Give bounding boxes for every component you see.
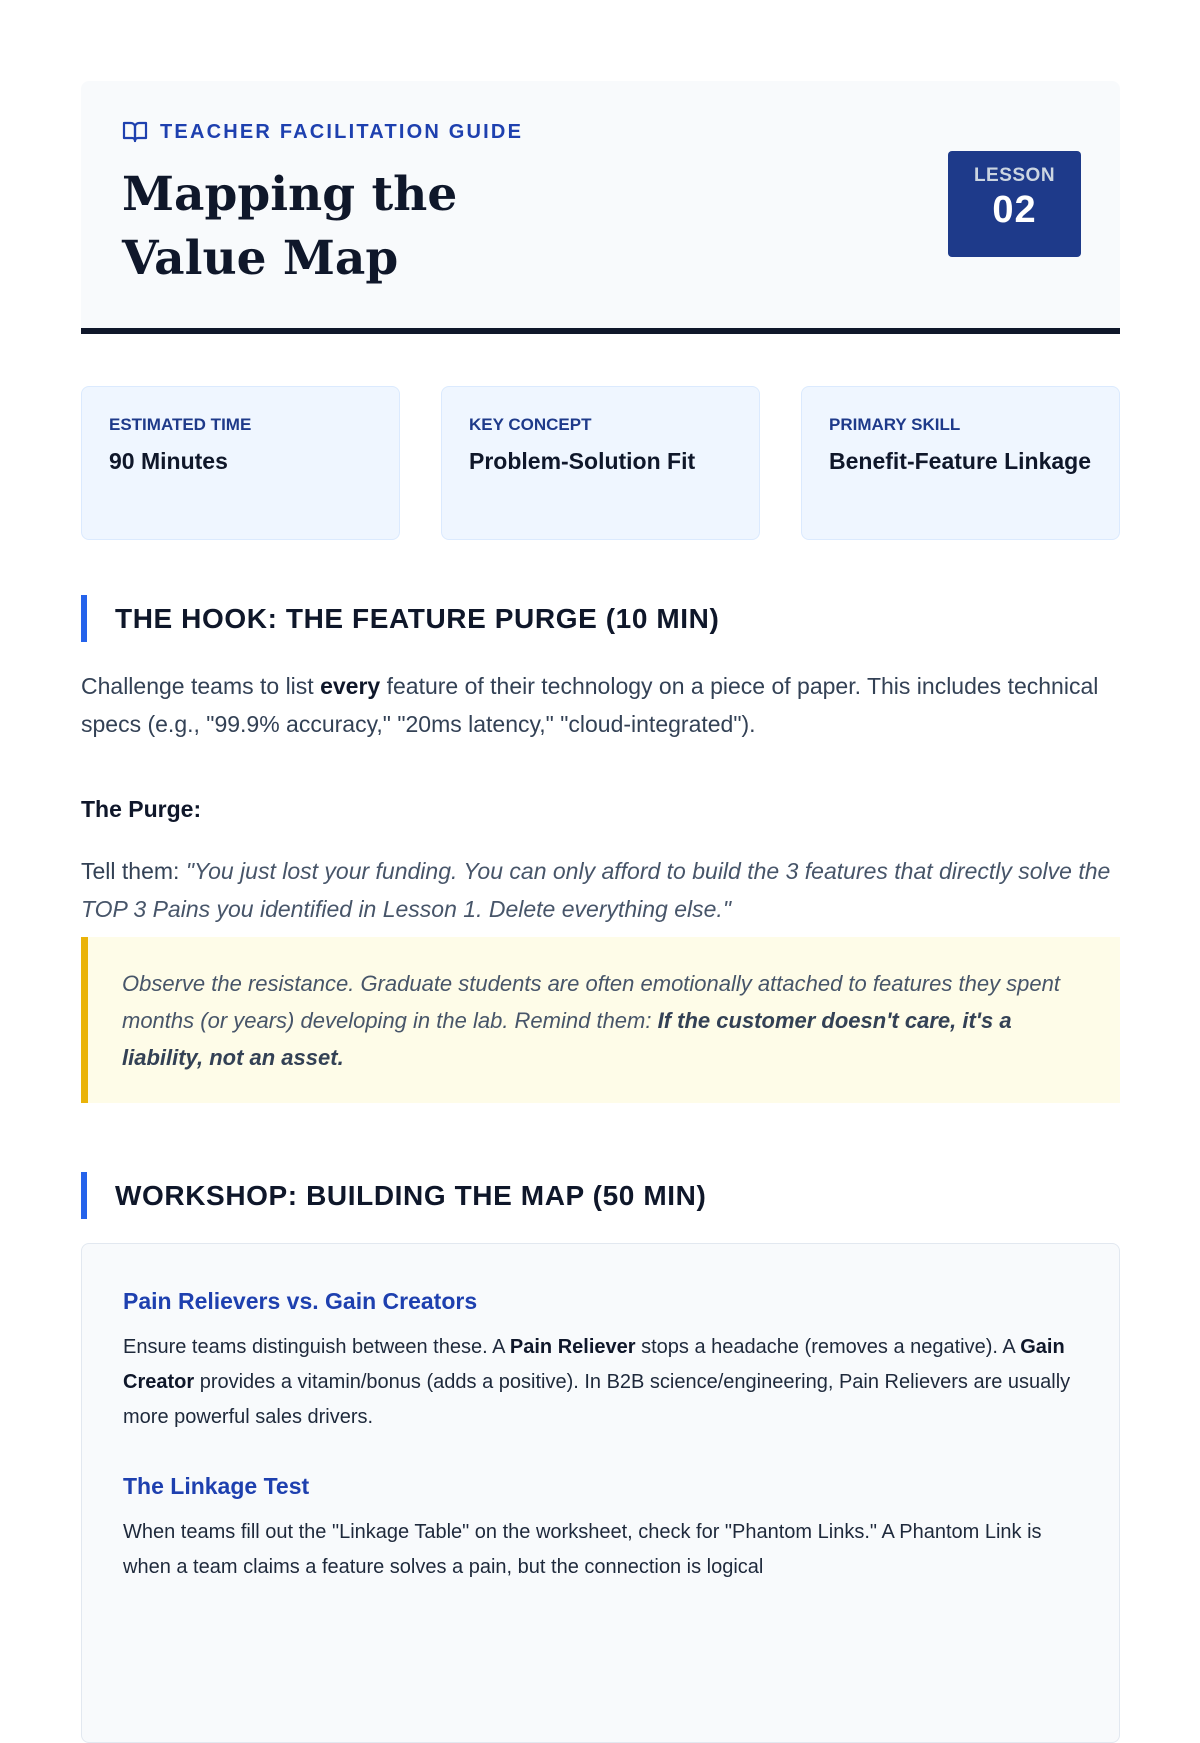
card-value: 90 Minutes	[109, 448, 228, 474]
workshop-heading: WORKSHOP: BUILDING THE MAP (50 MIN)	[81, 1172, 1120, 1219]
pain-gain-text: Ensure teams distinguish between these. A Pain Reliever stops a headache (removes a negative). A Gain Creator provides a vitamin/bonus (adds a positive). In B2B science/engineering, Pain Relievers are usually more powerful sales drivers.	[123, 1336, 1071, 1428]
linkage-test-title: The Linkage Test	[123, 1473, 310, 1499]
guide-eyebrow	[122, 120, 523, 144]
facilitator-callout: Observe the resistance. Graduate students are often emotionally attached to features they spent months (or years) developing in the lab. Remind them: If the customer doesn't care, it's a liability, not an asset.	[81, 937, 1120, 1103]
workshop-panel	[81, 1243, 1120, 1743]
page-title: Mapping the Value Map	[122, 167, 458, 286]
hook-intro: Challenge teams to list every feature of their technology on a piece of paper. This includes technical specs (e.g., "99.9% accuracy," "20ms latency," "cloud-integrated").	[81, 673, 1099, 737]
lesson-label: LESSON	[973, 165, 1056, 186]
guide-page	[81, 81, 1120, 1578]
card-label: PRIMARY SKILL	[829, 415, 961, 434]
pain-gain-title: Pain Relievers vs. Gain Creators	[123, 1288, 478, 1314]
lesson-badge	[948, 151, 1081, 257]
card-value: Benefit-Feature Linkage	[829, 448, 1091, 474]
purge-label: The Purge:	[81, 796, 202, 822]
hook-heading: THE HOOK: THE FEATURE PURGE (10 MIN)	[81, 595, 1120, 642]
linkage-test-text: When teams fill out the "Linkage Table" on the worksheet, check for "Phantom Links." A Phantom Link is when a team claims a feature solves a pain, but the connection is logical	[123, 1521, 1042, 1578]
info-card-skill	[801, 386, 1120, 540]
card-label: ESTIMATED TIME	[109, 415, 252, 434]
guide-header	[81, 81, 1120, 334]
info-card-concept	[441, 386, 760, 540]
eyebrow-label: TEACHER FACILITATION GUIDE	[160, 120, 524, 143]
card-label: KEY CONCEPT	[469, 415, 592, 434]
info-cards	[81, 386, 1120, 540]
book-open-icon	[122, 120, 148, 144]
purge-instruction: Tell them: "You just lost your funding. You can only afford to build the 3 features that directly solve the TOP 3 Pains you identified in Lesson 1. Delete everything else."	[81, 858, 1111, 922]
lesson-number: 02	[992, 189, 1037, 231]
info-card-time	[81, 386, 400, 540]
card-value: Problem-Solution Fit	[469, 448, 696, 474]
